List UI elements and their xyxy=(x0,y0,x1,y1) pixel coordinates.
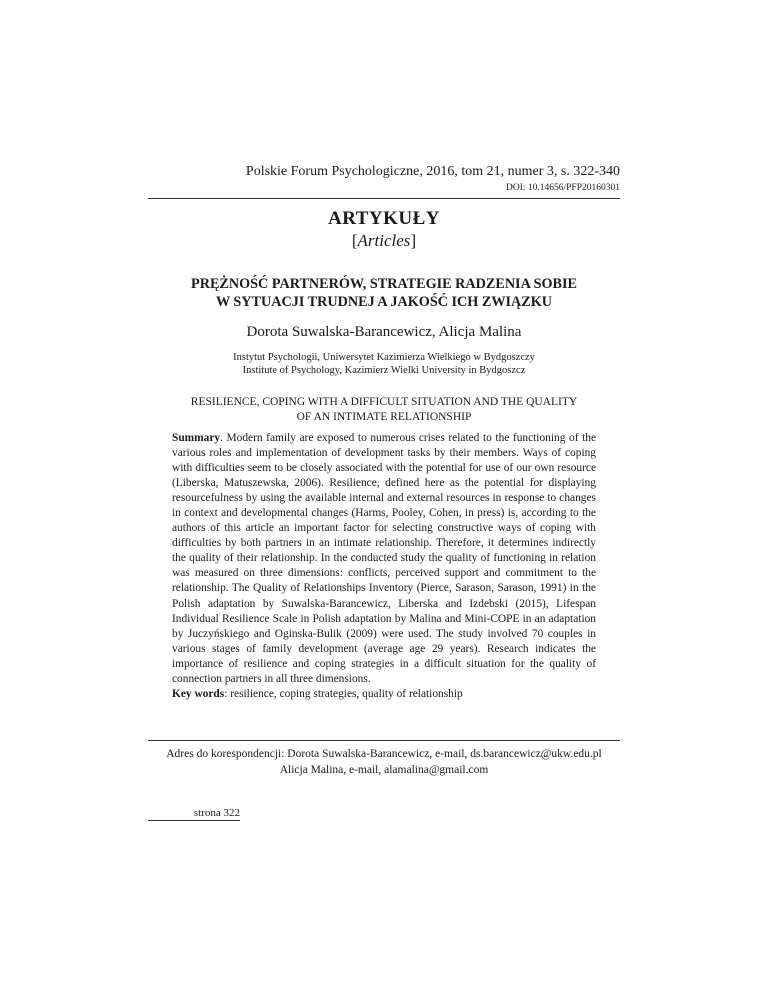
journal-header: Polskie Forum Psychologiczne, 2016, tom 21, numer 3, s. 322-340 xyxy=(245,164,620,179)
paper-title-line-1: PRĘŻNOŚĆ PARTNERÓW, STRATEGIE RADZENIA SOBIE xyxy=(191,276,577,292)
abstract-label: Summary xyxy=(172,432,221,444)
affiliation xyxy=(148,351,620,377)
affiliation-pl: Instytut Psychologii, Uniwersytet Kazimierza Wielkiego w Bydgoszczy xyxy=(233,352,535,363)
page-number: strona 322 xyxy=(148,807,240,821)
keywords xyxy=(172,688,463,700)
section-subtitle-italic: Articles xyxy=(357,231,411,250)
english-title-line-2: OF AN INTIMATE RELATIONSHIP xyxy=(296,411,472,423)
correspondence-line-2: Alicja Malina, e-mail, alamalina@gmail.com xyxy=(279,764,489,776)
keywords-text: : resilience, coping strategies, quality of relationship xyxy=(224,687,463,700)
english-title xyxy=(170,395,598,425)
correspondence-line-1: Adres do korespondencji: Dorota Suwalska-Barancewicz, e-mail, ds.barancewicz@ukw.edu.pl xyxy=(166,748,602,760)
abstract xyxy=(172,431,596,702)
affiliation-en: Institute of Psychology, Kazimierz Wielki University in Bydgoszcz xyxy=(242,365,526,376)
english-title-line-1: RESILIENCE, COPING WITH A DIFFICULT SITUATION AND THE QUALITY xyxy=(190,396,578,408)
doi-line: DOI: 10.14656/PFP20160301 xyxy=(505,183,620,193)
correspondence xyxy=(148,746,620,778)
paper-title-line-2: W SYTUACJI TRUDNEJ A JAKOŚĆ ICH ZWIĄZKU xyxy=(215,294,553,310)
section-subtitle xyxy=(148,231,620,251)
section-subtitle-open: [ xyxy=(351,231,358,250)
authors: Dorota Suwalska-Barancewicz, Alicja Malina xyxy=(246,324,522,340)
section-subtitle-close: ] xyxy=(410,231,417,250)
paper-title xyxy=(148,275,620,311)
abstract-text: . Modern family are exposed to numerous crises related to the functioning of the various roles and implementation of development tasks by their members. Ways of coping with difficulties seem to be closely associated with the potential for use of our own resource (Liberska, Matuszewska, 2006). Resilience, defined here as the potential for displaying resourcefulness by using the available internal and external resources in response to changes in context and developmental changes (Harms, Pooley, Cohen, in press) is, according to the authors of this article an important factor for selecting constructive ways of coping with difficulties by both partners in an intimate relationship. Therefore, it determines indirectly the quality of their relationship. In the conducted study the quality of functioning in relation was measured on three dimensions: conflicts, perceived support and commitment to the relationship. The Quality of Relationships Inventory (Pierce, Sarason, Sarason, 1991) in the Polish adaptation by Suwalska-Barancewicz, Liberska and Izdebski (2015), Lifespan Individual Resilience Scale in Polish adaptation by Malina and Mini-COPE in an adaptation by Juczyńskiego and Oginska-Bulik (2009) were used. The study involved 70 couples in various stages of family development (average age 29 years). Research indicates the importance of resilience and coping strategies in a difficult situation for the quality of connection partners in all three dimensions. xyxy=(172,432,596,685)
top-divider xyxy=(148,198,620,199)
section-title: ARTYKUŁY xyxy=(327,208,441,229)
footnote-divider xyxy=(148,740,620,741)
keywords-label: Key words xyxy=(172,687,225,700)
